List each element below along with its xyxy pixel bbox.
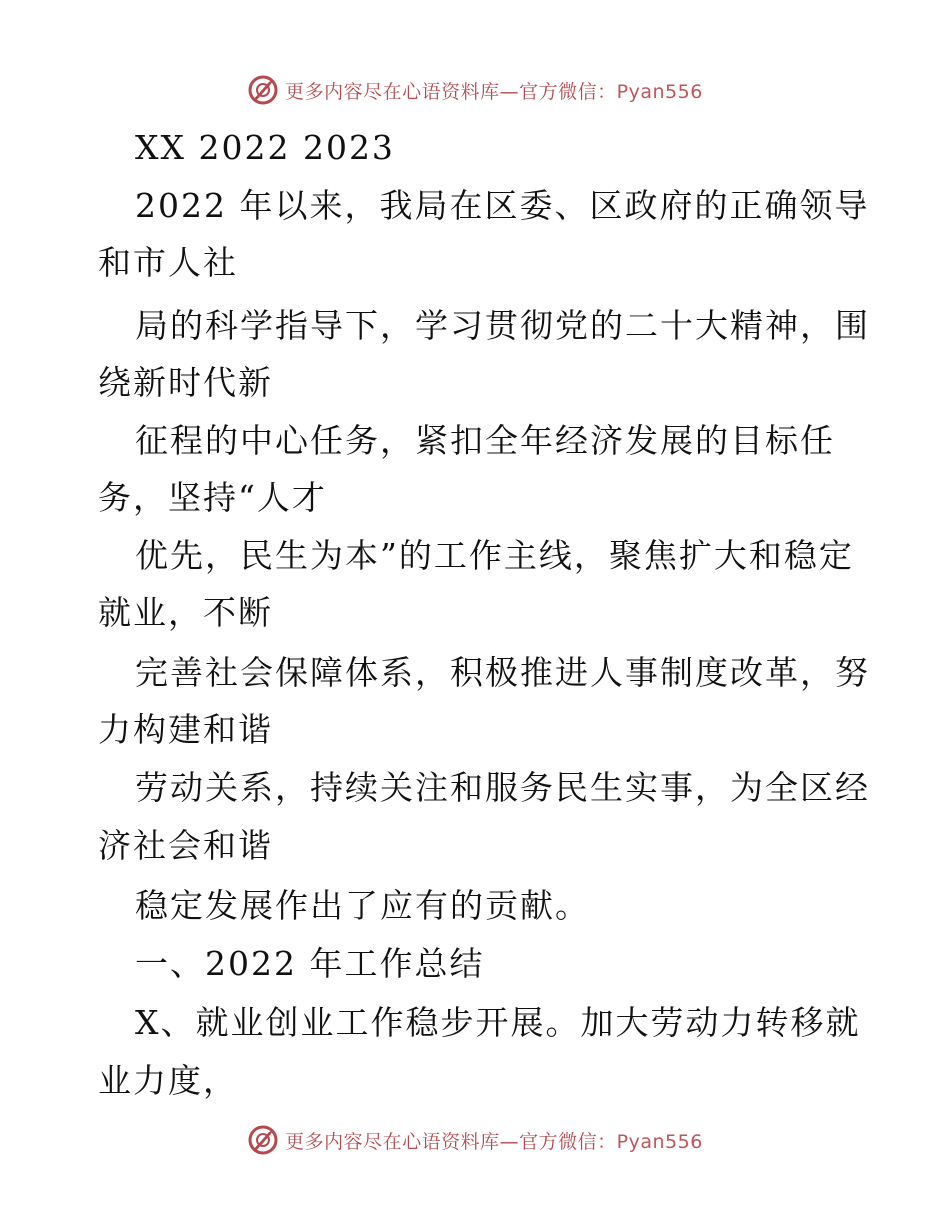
paragraph-line: 力构建和谐 bbox=[98, 710, 273, 749]
header-banner-text: 更多内容尽在心语资料库—官方微信：Pyan556 bbox=[285, 80, 703, 103]
paragraph-line: 完善社会保障体系，积极推进人事制度改革，努 bbox=[135, 653, 870, 692]
paragraph-line: 业力度， bbox=[98, 1061, 238, 1100]
header-watermark-banner bbox=[0, 70, 950, 110]
paragraph-line: 济社会和谐 bbox=[98, 826, 273, 865]
paragraph-line: 优先，民生为本”的工作主线，聚焦扩大和稳定 bbox=[135, 536, 854, 575]
paragraph-line: 和市人社 bbox=[98, 243, 238, 282]
paragraph-line: 稳定发展作出了应有的贡献。 bbox=[135, 886, 590, 925]
section-heading: 一、2022 年工作总结 bbox=[135, 944, 485, 983]
footer-watermark-banner bbox=[0, 1120, 950, 1160]
quill-logo-icon bbox=[247, 74, 279, 106]
paragraph-line: 务，坚持“人才 bbox=[98, 478, 327, 517]
paragraph-line: 劳动关系，持续关注和服务民生实事，为全区经 bbox=[135, 768, 870, 807]
paragraph-line: 就业，不断 bbox=[98, 593, 273, 632]
paragraph-line: 征程的中心任务，紧扣全年经济发展的目标任 bbox=[135, 421, 835, 460]
paragraph-line: 绕新时代新 bbox=[98, 363, 273, 402]
document-title: XX 2022 2023 bbox=[135, 128, 395, 167]
footer-banner-text: 更多内容尽在心语资料库—官方微信：Pyan556 bbox=[285, 1130, 703, 1153]
paragraph-line: 2022 年以来，我局在区委、区政府的正确领导 bbox=[135, 186, 870, 225]
paragraph-line: 局的科学指导下，学习贯彻党的二十大精神，围 bbox=[135, 306, 870, 345]
paragraph-line: X、就业创业工作稳步开展。加大劳动力转移就 bbox=[135, 1003, 861, 1042]
quill-logo-icon bbox=[247, 1124, 279, 1156]
